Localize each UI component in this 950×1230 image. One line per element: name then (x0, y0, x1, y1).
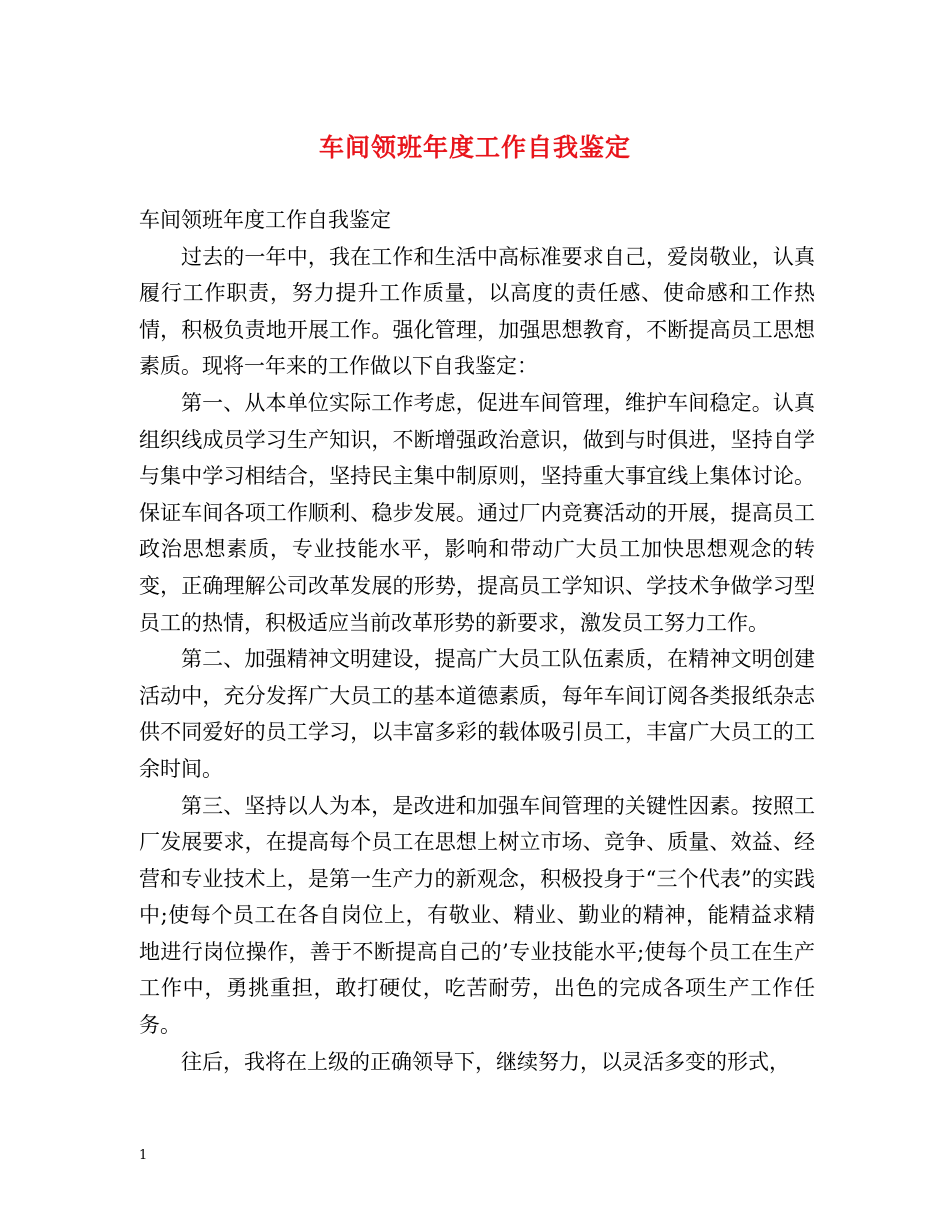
paragraph-subtitle: 车间领班年度工作自我鉴定 (139, 208, 391, 232)
document-body (139, 202, 815, 1080)
paragraph-closing: 往后，我将在上级的正确领导下，继续努力，以灵活多变的形式， (181, 1049, 790, 1074)
paragraph-intro: 过去的一年中，我在工作和生活中高标准要求自己，爱岗敬业，认真履行工作职责，努力提升工作质量，以高度的责任感、使命感和工作热情，积极负责地开展工作。强化管理，加强思想教育，不断提高员工思想素质。现将一年来的工作做以下自我鉴定： (139, 244, 815, 379)
paragraph-first: 第一、从本单位实际工作考虑，促进车间管理，维护车间稳定。认真组织线成员学习生产知识，不断增强政治意识，做到与时俱进，坚持自学与集中学习相结合，坚持民主集中制原则，坚持重大事宜线上集体讨论。保证车间各项工作顺利、稳步发展。通过厂内竞赛活动的开展，提高员工政治思想素质，专业技能水平，影响和带动广大员工加快思想观念的转变，正确理解公司改革发展的形势，提高员工学知识、学技术争做学习型员工的热情，积极适应当前改革形势的新要求，激发员工努力工作。 (139, 390, 815, 635)
paragraph-third: 第三、坚持以人为本，是改进和加强车间管理的关键性因素。按照工厂发展要求，在提高每个员工在思想上树立市场、竞争、质量、效益、经营和专业技术上，是第一生产力的新观念，积极投身于“三个代表”的实践中;使每个员工在各自岗位上，有敬业、精业、勤业的精神，能精益求精地进行岗位操作，善于不断提高自己的’专业技能水平;使每个员工在生产工作中，勇挑重担，敢打硬仗，吃苦耐劳，出色的完成各项生产工作任务。 (139, 793, 815, 1038)
page-number: 1 (139, 1148, 148, 1163)
document-title: 车间领班年度工作自我鉴定 (318, 133, 631, 162)
paragraph-second: 第二、加强精神文明建设，提高广大员工队伍素质，在精神文明创建活动中，充分发挥广大员工的基本道德素质，每年车间订阅各类报纸杂志供不同爱好的员工学习，以丰富多彩的载体吸引员工，丰富广大员工的工余时间。 (139, 647, 815, 781)
